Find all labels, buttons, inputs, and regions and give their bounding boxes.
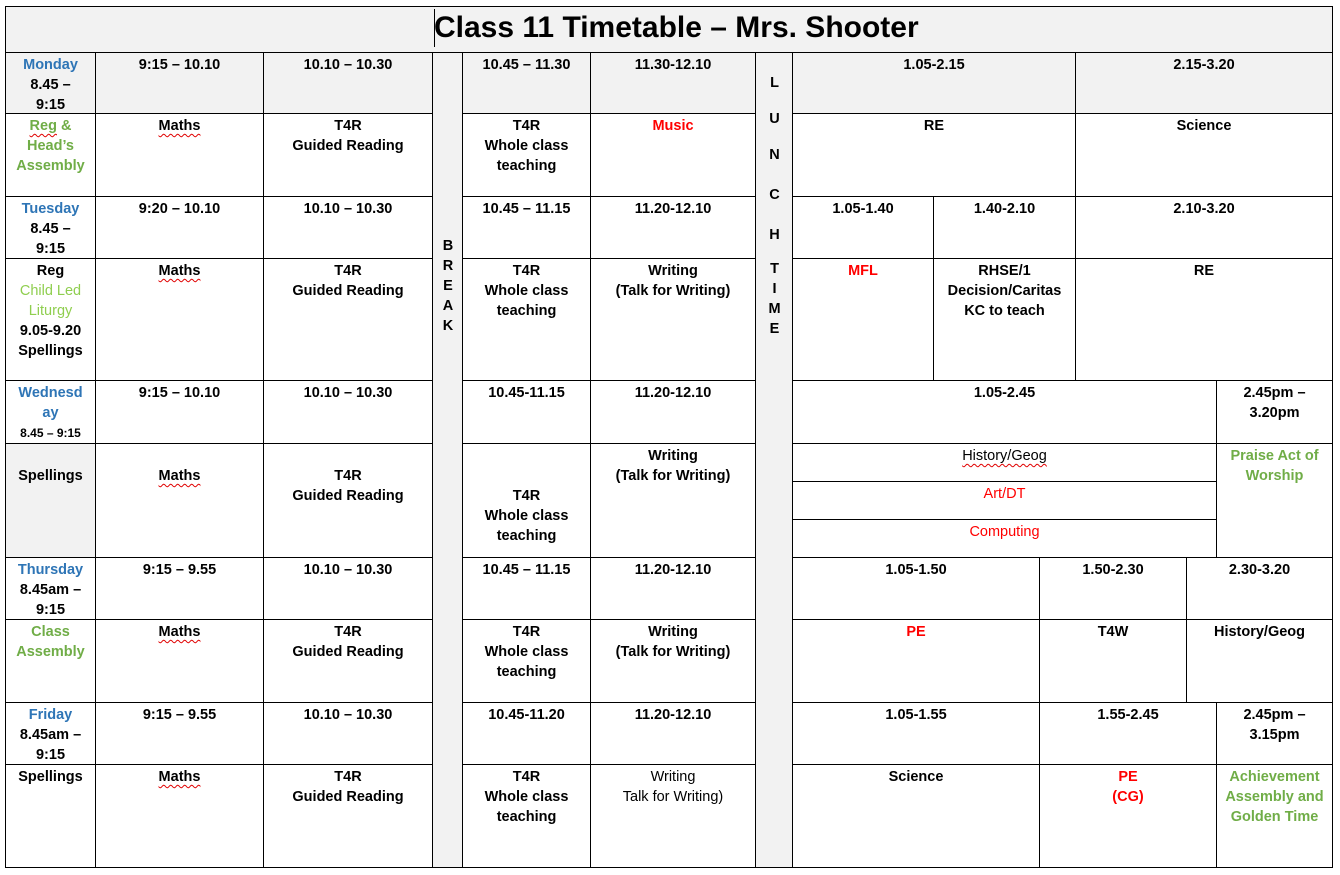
reg-amp: & [56, 118, 72, 134]
col-line [95, 52, 96, 868]
lunch-letter: N [769, 147, 780, 163]
time-slot: 2.10-3.20 [1173, 201, 1235, 217]
lunch-letter: L [770, 75, 779, 91]
lesson-whole-class: T4R Whole class teaching [484, 488, 569, 544]
time-slot: 10.10 – 10.30 [303, 562, 393, 578]
liturgy-text: Child Led [19, 283, 82, 299]
time-slot: 10.10 – 10.30 [303, 707, 393, 723]
time-slot: 11.20-12.10 [634, 707, 712, 723]
lesson-music: Music [652, 118, 694, 134]
lesson-science: Science [1176, 118, 1232, 134]
day-name: Thursday [17, 562, 84, 578]
reg-word: Reg [29, 118, 57, 134]
reg-liturgy-cell [6, 258, 95, 361]
day-start: 9:15 [35, 241, 66, 257]
day-start: 8.45am – [19, 727, 82, 743]
lesson-mfl: MFL [848, 263, 878, 279]
border-top [6, 6, 1333, 7]
lesson-science: Science [888, 769, 944, 785]
lesson-t4r: T4R Guided Reading [292, 263, 404, 299]
day-start: 9:15 [35, 97, 66, 113]
break-letter: A [442, 298, 454, 314]
lesson-maths: Maths [158, 263, 201, 279]
wednesday-day-cell [6, 380, 95, 443]
time-slot: 2.30-3.20 [1228, 562, 1291, 578]
border-bottom [6, 867, 1333, 868]
lesson-t4r: T4R Guided Reading [292, 468, 404, 504]
lesson-t4w: T4W [1097, 624, 1129, 640]
day-name: Monday [23, 57, 78, 73]
friday-day-cell [6, 702, 95, 765]
col-line [263, 52, 264, 868]
lesson-t4r: T4R Guided Reading [292, 769, 404, 805]
lesson-whole-class: T4R Whole class teaching [484, 118, 569, 174]
lunchtime-label [756, 73, 793, 339]
lesson-writing: Writing (Talk for Writing) [615, 263, 731, 299]
col-line [1075, 196, 1076, 380]
day-start: 9:15 [35, 602, 66, 618]
lunch-letter: C [769, 187, 780, 203]
lesson-writing: Writing (Talk for Writing) [615, 448, 731, 484]
time-slot: 10.45 – 11.15 [482, 201, 571, 217]
time-slot: 10.10 – 10.30 [303, 201, 393, 217]
time-slot: 9:15 – 10.10 [138, 385, 221, 401]
time-slot: 10.45-11.15 [488, 385, 565, 401]
time-slot: 1.05-1.55 [885, 707, 947, 723]
page-title: Class 11 Timetable – Mrs. Shooter [434, 11, 919, 44]
lesson-history: History/Geog [962, 448, 1047, 464]
time-slot: 11.20-12.10 [634, 385, 712, 401]
time-slot: 9:15 – 9.55 [142, 707, 217, 723]
time-slot: 1.05-2.45 [973, 385, 1036, 401]
lesson-rhse: RHSE/1 Decision/Caritas KC to teach [947, 263, 1062, 319]
monday-day-cell [6, 52, 95, 115]
day-start: 8.45 – 9:15 [20, 426, 81, 440]
day-start: 8.45 – [30, 77, 71, 93]
break-letter: K [442, 318, 454, 334]
time-slot: 9:15 – 10.10 [138, 57, 221, 73]
lunch-letter: E [769, 321, 780, 337]
lesson-art: Art/DT [983, 486, 1026, 502]
time-slot: 2.45pm – 3.15pm [1243, 707, 1306, 743]
day-name: Tuesday [21, 201, 80, 217]
lunch-letter: I [772, 281, 777, 297]
lesson-re: RE [1193, 263, 1215, 279]
class-assembly-cell: Class Assembly [16, 624, 85, 660]
lesson-t4r: T4R Guided Reading [292, 118, 404, 154]
lesson-spellings: Spellings [18, 769, 83, 785]
lunch-letter: H [769, 227, 780, 243]
lesson-whole-class: T4R Whole class teaching [484, 263, 569, 319]
spellings-text: Spellings [18, 343, 83, 359]
day-name: Wednesd [18, 385, 83, 401]
time-slot: 11.30-12.10 [634, 57, 712, 73]
reg-word: Reg [36, 263, 65, 279]
time-slot: 10.45 – 11.30 [482, 57, 571, 73]
lesson-achievement-assembly: Achievement Assembly and Golden Time [1225, 769, 1324, 825]
reg-assembly-cell [6, 113, 95, 176]
thursday-day-cell [6, 557, 95, 620]
time-slot: 1.05-1.50 [885, 562, 947, 578]
lesson-whole-class: T4R Whole class teaching [484, 624, 569, 680]
time-slot: 10.10 – 10.30 [303, 57, 393, 73]
time-slot: 1.05-2.15 [903, 57, 965, 73]
time-slot: 9:15 – 9.55 [142, 562, 217, 578]
lunch-letter: U [769, 111, 780, 127]
time-slot: 1.55-2.45 [1097, 707, 1159, 723]
time-slot: 1.05-1.40 [832, 201, 894, 217]
lesson-whole-class: T4R Whole class teaching [484, 769, 569, 825]
lesson-writing: Writing (Talk for Writing) [615, 624, 731, 660]
lesson-maths: Maths [158, 769, 201, 785]
border-right [1332, 6, 1333, 868]
spellings-time: 9.05-9.20 [19, 323, 82, 339]
time-slot: 10.10 – 10.30 [303, 385, 393, 401]
lesson-text: Assembly [16, 158, 85, 174]
lesson-re: RE [923, 118, 945, 134]
lesson-computing: Computing [969, 524, 1040, 540]
break-letter: E [443, 278, 453, 294]
time-slot: 11.20-12.10 [634, 562, 712, 578]
time-slot: 10.45 – 11.15 [482, 562, 571, 578]
time-slot: 1.40-2.10 [973, 201, 1036, 217]
time-slot: 11.20-12.10 [634, 201, 712, 217]
liturgy-text: Liturgy [28, 303, 73, 319]
break-column-bg [432, 114, 462, 868]
break-letter: B [442, 238, 454, 254]
break-label [433, 236, 463, 336]
lesson-maths: Maths [158, 118, 201, 134]
tuesday-day-cell [6, 196, 95, 259]
lesson-spellings: Spellings [18, 468, 83, 484]
row-line [6, 443, 433, 444]
lesson-t4r: T4R Guided Reading [292, 624, 404, 660]
time-slot: 10.45-11.20 [488, 707, 565, 723]
time-slot: 2.45pm – 3.20pm [1243, 385, 1306, 421]
time-slot: 9:20 – 10.10 [138, 201, 221, 217]
lesson-history: History/Geog [1213, 624, 1306, 640]
lesson-praise-worship: Praise Act of Worship [1230, 448, 1319, 484]
lesson-maths: Maths [158, 468, 201, 484]
lunch-letter: T [770, 261, 779, 277]
day-start: 8.45am – [19, 582, 82, 598]
lunch-letter: M [768, 301, 781, 317]
time-slot: 2.15-3.20 [1173, 57, 1235, 73]
lesson-writing: Writing Talk for Writing) [622, 769, 724, 805]
lesson-text: Head’s [26, 138, 74, 154]
lesson-pe: PE [906, 624, 926, 640]
day-start: 9:15 [35, 747, 66, 763]
col-line [432, 52, 433, 868]
day-name: Friday [28, 707, 73, 723]
day-start: 8.45 – [30, 221, 71, 237]
lesson-maths: Maths [158, 624, 201, 640]
lesson-pe: PE (CG) [1112, 769, 1144, 805]
time-slot: 1.50-2.30 [1082, 562, 1144, 578]
day-name: ay [42, 405, 59, 421]
wed-spellings-bg [6, 443, 96, 557]
break-letter: R [442, 258, 454, 274]
